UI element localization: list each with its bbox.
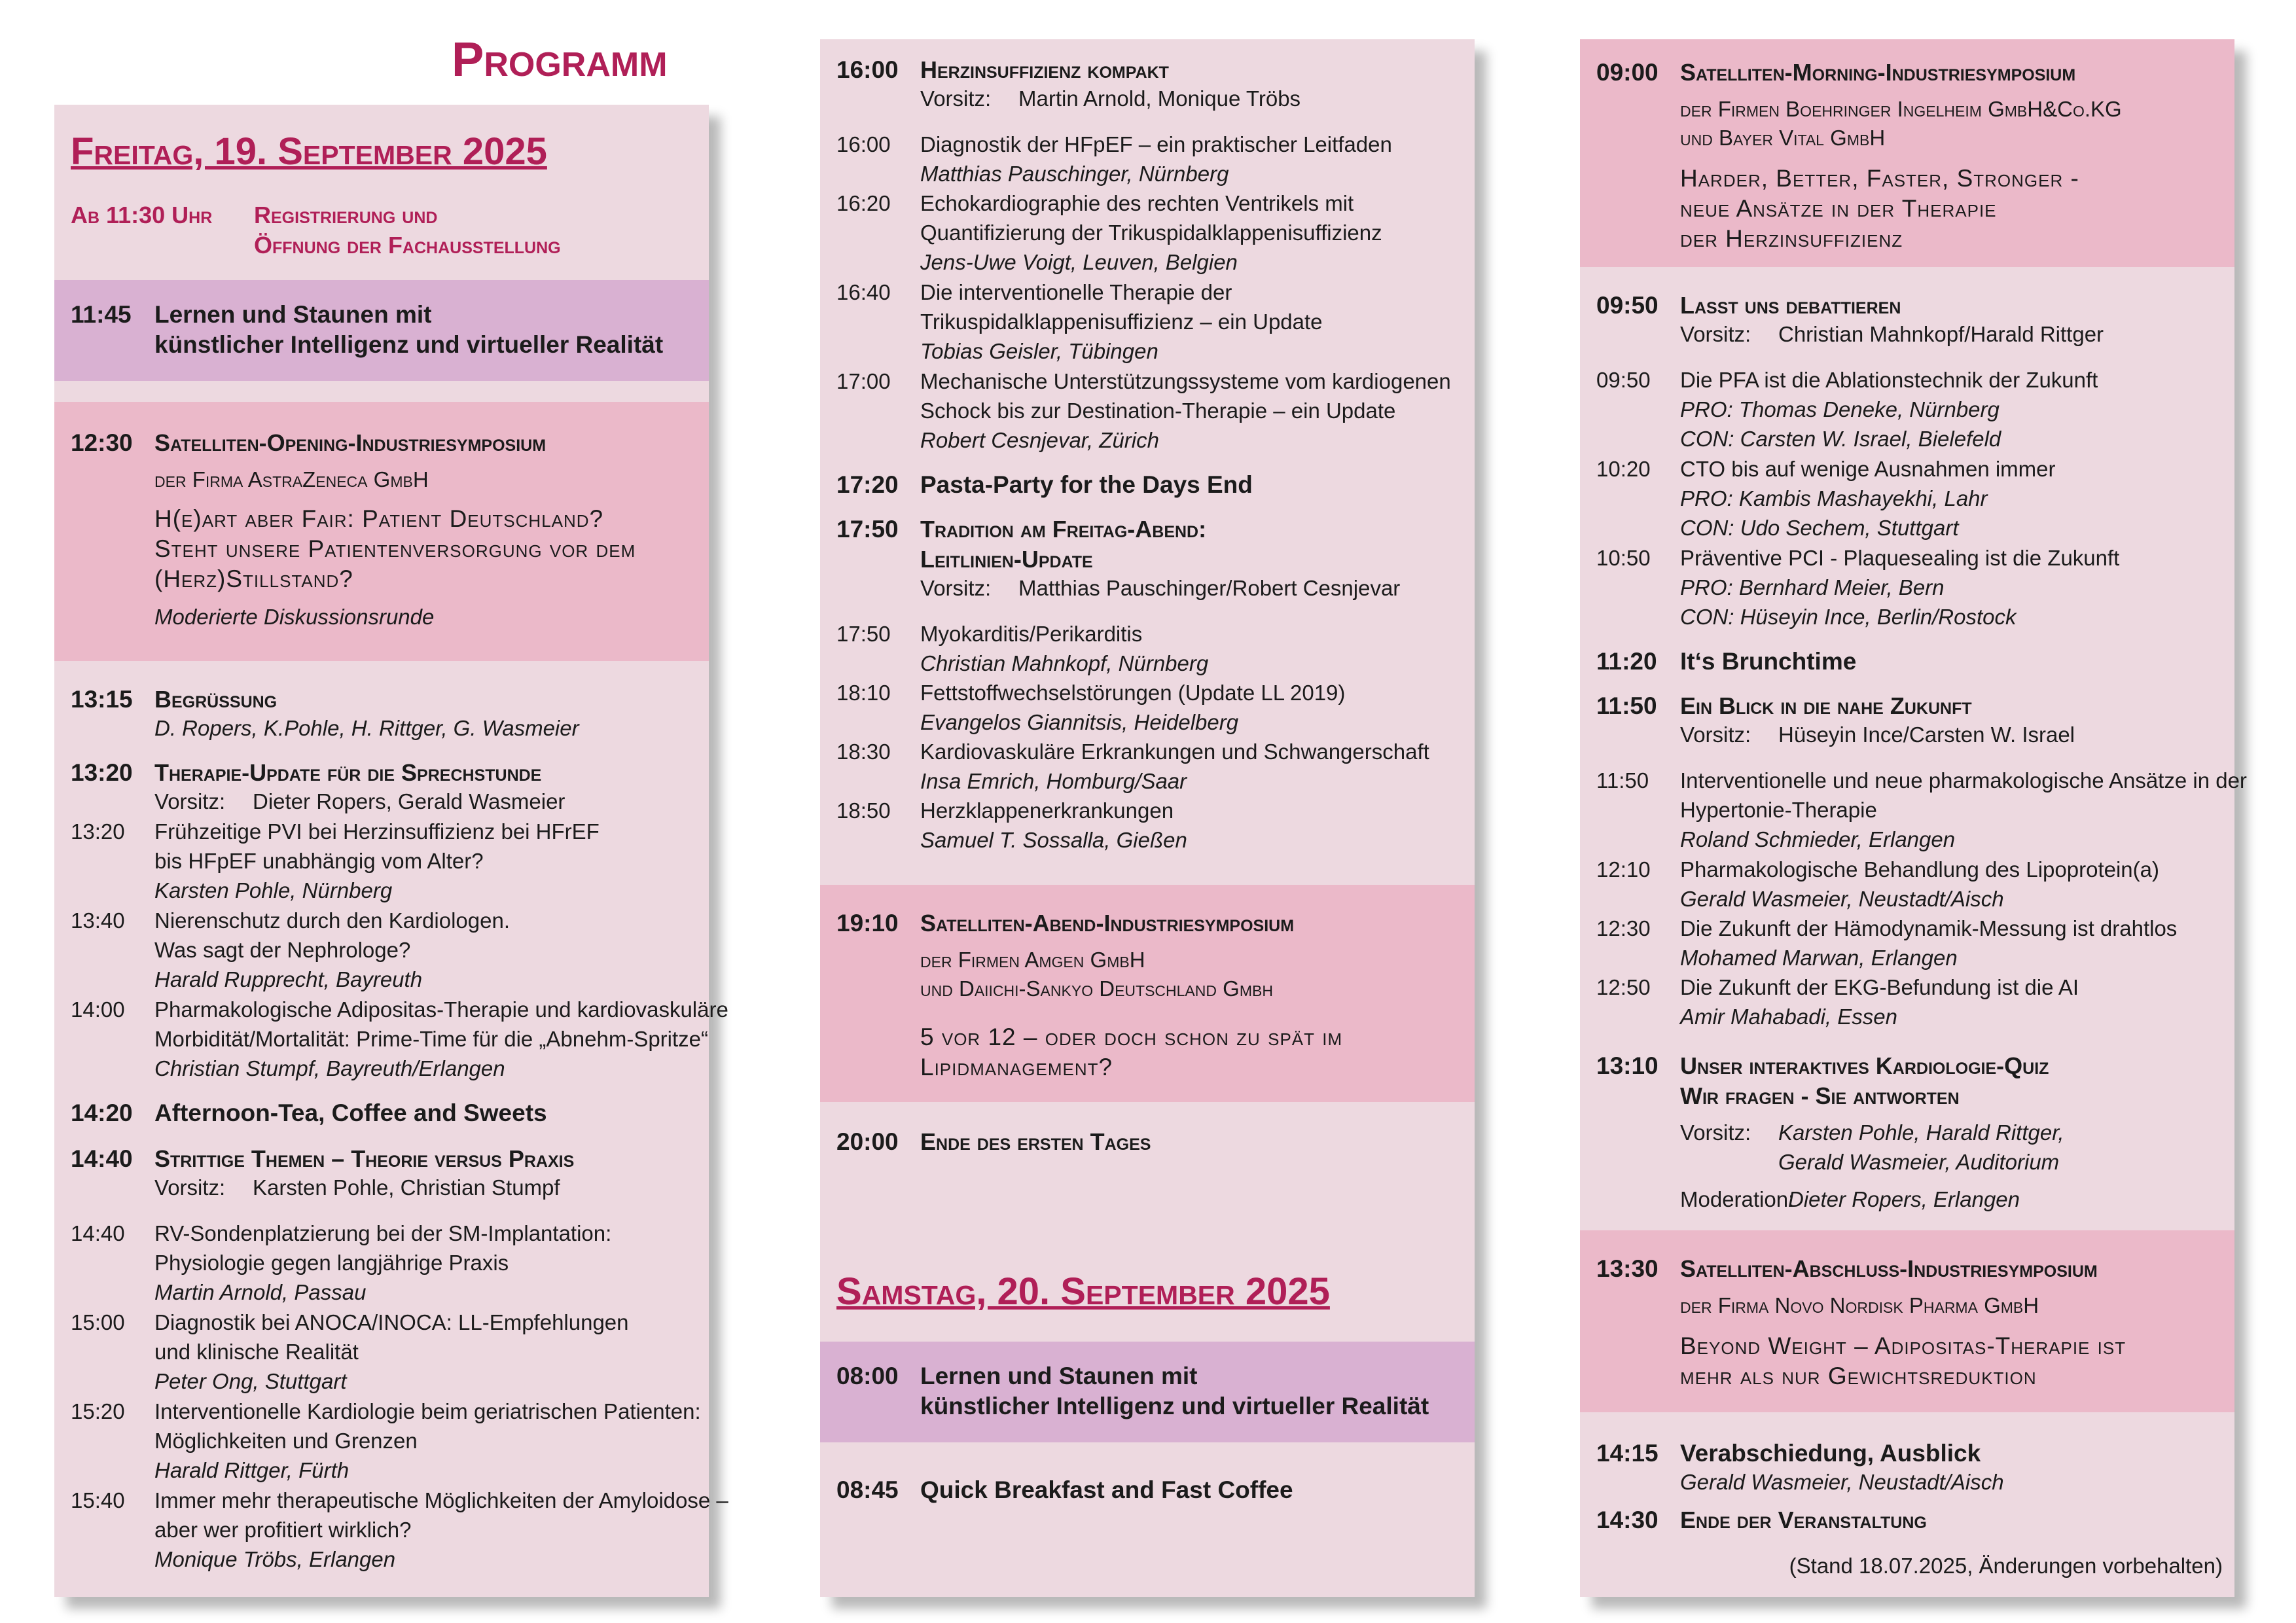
vorsitz-label: Vorsitz:: [920, 576, 992, 600]
session-title: künstlicher Intelligenz und virtueller Realität: [154, 331, 664, 358]
speaker: Insa Emrich, Homburg/Saar: [920, 769, 1187, 793]
talk-title: Mechanische Unterstützungssysteme vom kardiogenen: [920, 369, 1451, 393]
session-time: 09:50: [1596, 292, 1659, 319]
vorsitz-names: Dieter Ropers, Gerald Wasmeier: [253, 789, 565, 813]
talk-time: 16:00: [836, 132, 891, 156]
speaker: Mohamed Marwan, Erlangen: [1680, 946, 1958, 970]
session-title: Lasst uns debattieren: [1680, 292, 1901, 319]
session-title: Tradition am Freitag-Abend:: [920, 516, 1207, 543]
ki-session-band: [820, 1342, 1475, 1442]
session-time: 11:50: [1596, 692, 1657, 719]
talk-title: und klinische Realität: [154, 1340, 359, 1364]
session-title: Herzinsuffizienz kompakt: [920, 56, 1169, 83]
talk-title: Morbidität/Mortalität: Prime-Time für die „Abnehm-Spritze“: [154, 1027, 709, 1051]
satellite-closing-band: [1580, 1230, 2234, 1412]
satellite-morning-band: [1580, 39, 2234, 267]
speaker: Evangelos Giannitsis, Heidelberg: [920, 710, 1239, 734]
session-time: 13:10: [1596, 1052, 1659, 1079]
talk-title: Die Zukunft der EKG-Befundung ist die AI: [1680, 975, 2079, 999]
vorsitz-label: Vorsitz:: [920, 86, 992, 111]
pro-speaker: PRO: Bernhard Meier, Bern: [1680, 575, 1945, 599]
pro-speaker: PRO: Thomas Deneke, Nürnberg: [1680, 397, 2000, 421]
friday-column: [54, 105, 728, 1597]
session-time: 12:30: [71, 429, 133, 456]
speaker: Harald Rupprecht, Bayreuth: [154, 967, 423, 991]
session-time: 14:30: [1596, 1507, 1659, 1533]
stand-note: (Stand 18.07.2025, Änderungen vorbehalten): [1789, 1554, 2223, 1578]
speaker: Christian Stumpf, Bayreuth/Erlangen: [154, 1056, 505, 1080]
talk-time: 18:10: [836, 681, 891, 705]
talk-time: 09:50: [1596, 368, 1651, 392]
session-title: Satelliten-Abend-Industriesymposium: [920, 910, 1295, 936]
speaker: Gerald Wasmeier, Neustadt/Aisch: [1680, 1470, 2004, 1494]
talk-time: 14:00: [71, 997, 125, 1022]
registration-line2: Öffnung der Fachausstellung: [254, 232, 561, 259]
talk-time: 17:50: [836, 622, 891, 646]
talk-title: Nierenschutz durch den Kardiologen.: [154, 908, 511, 933]
vorsitz-label: Vorsitz:: [1680, 1120, 1751, 1145]
vorsitz-names: Gerald Wasmeier, Auditorium: [1778, 1150, 2060, 1174]
speaker: Robert Cesnjevar, Zürich: [920, 428, 1159, 452]
middle-column: [820, 39, 1475, 1597]
speaker: Martin Arnold, Passau: [154, 1280, 367, 1304]
speaker: Christian Mahnkopf, Nürnberg: [920, 651, 1209, 675]
speaker: Roland Schmieder, Erlangen: [1680, 827, 1956, 851]
session-title: Ein Blick in die nahe Zukunft: [1680, 692, 1972, 719]
talk-title: Harder, Better, Faster, Stronger -: [1680, 165, 2079, 192]
session-title: Unser interaktives Kardiologie-Quiz: [1680, 1052, 2049, 1079]
session-time: 17:20: [836, 471, 899, 498]
sponsor-firm: der Firma AstraZeneca GmbH: [154, 467, 429, 491]
session-title: Lernen und Staunen mit: [920, 1363, 1198, 1389]
talk-time: 10:50: [1596, 546, 1651, 570]
talk-title: Interventionelle Kardiologie beim geriatrischen Patienten:: [154, 1399, 701, 1423]
speaker: Samuel T. Sossalla, Gießen: [920, 828, 1187, 852]
talk-time: 16:20: [836, 191, 891, 215]
talk-title: CTO bis auf wenige Ausnahmen immer: [1680, 457, 2056, 481]
talk-title: Frühzeitige PVI bei Herzinsuffizienz bei HFrEF: [154, 819, 600, 844]
session-title: Therapie-Update für die Sprechstunde: [154, 759, 542, 786]
talk-title: Lipidmanagement?: [920, 1054, 1113, 1080]
speaker: Harald Rittger, Fürth: [154, 1458, 350, 1482]
speaker: Jens-Uwe Voigt, Leuven, Belgien: [920, 250, 1238, 274]
talk-title: Pharmakologische Adipositas-Therapie und kardiovaskuläre: [154, 997, 728, 1022]
talk-title: Myokarditis/Perikarditis: [920, 622, 1143, 646]
speakers: D. Ropers, K.Pohle, H. Rittger, G. Wasmeier: [154, 716, 579, 740]
talk-title: Herzklappenerkrankungen: [920, 798, 1174, 823]
talk-title: Die interventionelle Therapie der: [920, 280, 1232, 304]
vorsitz-names: Karsten Pohle, Christian Stumpf: [253, 1175, 560, 1200]
talk-time: 18:50: [836, 798, 891, 823]
talk-title: aber wer profitiert wirklich?: [154, 1518, 412, 1542]
talk-title: Physiologie gegen langjährige Praxis: [154, 1251, 509, 1275]
moderator: Dieter Ropers, Erlangen: [1788, 1187, 2020, 1211]
session-title: Wir fragen - Sie antworten: [1680, 1082, 1960, 1109]
session-title: Lernen und Staunen mit: [154, 301, 432, 328]
vorsitz-label: Vorsitz:: [154, 789, 226, 813]
session-time: 11:45: [71, 301, 132, 328]
session-time: 14:15: [1596, 1440, 1659, 1467]
talk-title: mehr als nur Gewichtsreduktion: [1680, 1363, 2037, 1389]
talk-time: 15:40: [71, 1488, 125, 1512]
talk-time: 16:40: [836, 280, 891, 304]
saturday-column: [1580, 39, 2247, 1597]
talk-time: 12:30: [1596, 916, 1651, 940]
ki-session-band: [54, 280, 709, 381]
session-time: 19:10: [836, 910, 899, 936]
vorsitz-label: Vorsitz:: [154, 1175, 226, 1200]
talk-time: 15:00: [71, 1310, 125, 1334]
session-title: Strittige Themen – Theorie versus Praxis: [154, 1145, 575, 1172]
vorsitz-names: Martin Arnold, Monique Tröbs: [1018, 86, 1301, 111]
talk-title: Was sagt der Nephrologe?: [154, 938, 411, 962]
session-time: 17:50: [836, 516, 899, 543]
session-time: 20:00: [836, 1128, 899, 1155]
session-time: 08:00: [836, 1363, 899, 1389]
speaker: Matthias Pauschinger, Nürnberg: [920, 162, 1229, 186]
page-title: Programm: [452, 32, 668, 86]
registration-line1: Registrierung und: [254, 202, 438, 228]
speaker: Monique Tröbs, Erlangen: [154, 1547, 396, 1571]
talk-title: Steht unsere Patientenversorgung vor dem: [154, 535, 636, 562]
talk-time: 18:30: [836, 740, 891, 764]
speaker: Tobias Geisler, Tübingen: [920, 339, 1158, 363]
session-title: Leitlinien-Update: [920, 546, 1093, 573]
talk-title: Echokardiographie des rechten Ventrikels mit: [920, 191, 1354, 215]
talk-title: Kardiovaskuläre Erkrankungen und Schwangerschaft: [920, 740, 1429, 764]
friday-heading: Freitag, 19. September 2025: [71, 130, 547, 173]
talk-time: 13:40: [71, 908, 125, 933]
talk-title: Schock bis zur Destination-Therapie – ein Update: [920, 399, 1396, 423]
talk-title: Die PFA ist die Ablationstechnik der Zukunft: [1680, 368, 2098, 392]
speaker: Amir Mahabadi, Essen: [1680, 1005, 1897, 1029]
session-title: Satelliten-Morning-Industriesymposium: [1680, 59, 2076, 86]
session-title: It‘s Brunchtime: [1680, 648, 1857, 675]
vorsitz-names: Karsten Pohle, Harald Rittger,: [1778, 1120, 2064, 1145]
pro-speaker: PRO: Kambis Mashayekhi, Lahr: [1680, 486, 1988, 510]
talk-title: Immer mehr therapeutische Möglichkeiten der Amyloidose –: [154, 1488, 728, 1512]
speaker: Karsten Pohle, Nürnberg: [154, 878, 393, 902]
talk-time: 15:20: [71, 1399, 125, 1423]
con-speaker: CON: Carsten W. Israel, Bielefeld: [1680, 427, 2001, 451]
talk-title: Trikuspidalklappenisuffizienz – ein Update: [920, 310, 1323, 334]
sponsor-firm: und Bayer Vital GmbH: [1680, 126, 1886, 150]
session-time: 13:20: [71, 759, 133, 786]
talk-title: Pharmakologische Behandlung des Lipoprotein(a): [1680, 857, 2159, 882]
session-title: Satelliten-Abschluss-Industriesymposium: [1680, 1255, 2098, 1282]
session-time: 13:15: [71, 686, 133, 713]
vorsitz-label: Vorsitz:: [1680, 322, 1751, 346]
talk-time: 14:40: [71, 1221, 125, 1245]
vorsitz-names: Hüseyin Ince/Carsten W. Israel: [1778, 722, 2075, 747]
talk-title: H(e)art aber Fair: Patient Deutschland?: [154, 505, 604, 532]
session-time: 14:40: [71, 1145, 133, 1172]
talk-time: 17:00: [836, 369, 891, 393]
talk-title: Hypertonie-Therapie: [1680, 798, 1877, 822]
session-title: Begrüssung: [154, 686, 278, 713]
session-title: Verabschiedung, Ausblick: [1680, 1440, 1981, 1467]
moderation-label: Moderation:: [1680, 1187, 1795, 1211]
satellite-opening-band: [54, 402, 709, 661]
talk-title: Präventive PCI - Plaquesealing ist die Zukunft: [1680, 546, 2120, 570]
talk-title: Die Zukunft der Hämodynamik-Messung ist drahtlos: [1680, 916, 2178, 940]
speaker: Peter Ong, Stuttgart: [154, 1369, 347, 1393]
talk-title: Interventionelle und neue pharmakologische Ansätze in der: [1680, 768, 2247, 793]
talk-time: 13:20: [71, 819, 125, 844]
con-speaker: CON: Udo Sechem, Stuttgart: [1680, 516, 1959, 540]
session-title: Ende der Veranstaltung: [1680, 1507, 1927, 1533]
talk-title: der Herzinsuffizienz: [1680, 225, 1903, 252]
talk-time: 10:20: [1596, 457, 1651, 481]
session-time: 11:20: [1596, 648, 1657, 675]
session-title: Ende des ersten Tages: [920, 1128, 1151, 1155]
talk-title: Beyond Weight – Adipositas-Therapie ist: [1680, 1332, 2126, 1359]
session-title: Pasta-Party for the Days End: [920, 471, 1253, 498]
talk-title: 5 vor 12 – oder doch schon zu spät im: [920, 1024, 1343, 1050]
vorsitz-names: Matthias Pauschinger/Robert Cesnjevar: [1018, 576, 1401, 600]
sponsor-firm: der Firmen Amgen GmbH: [920, 948, 1145, 972]
session-title: künstlicher Intelligenz und virtueller Realität: [920, 1393, 1429, 1419]
sponsor-firm: und Daiichi-Sankyo Deutschland Gmbh: [920, 976, 1273, 1001]
format-note: Moderierte Diskussionsrunde: [154, 605, 435, 629]
session-time: 08:45: [836, 1476, 899, 1503]
talk-title: Diagnostik bei ANOCA/INOCA: LL-Empfehlungen: [154, 1310, 629, 1334]
talk-time: 11:50: [1596, 768, 1649, 793]
session-title: Quick Breakfast and Fast Coffee: [920, 1476, 1293, 1503]
satellite-evening-band: [820, 885, 1475, 1102]
talk-title: Quantifizierung der Trikuspidalklappenisuffizienz: [920, 221, 1382, 245]
talk-title: Fettstoffwechselstörungen (Update LL 2019): [920, 681, 1346, 705]
sponsor-firm: der Firma Novo Nordisk Pharma GmbH: [1680, 1293, 2039, 1317]
talk-title: bis HFpEF unabhängig vom Alter?: [154, 849, 484, 873]
session-time: 14:20: [71, 1099, 133, 1126]
sponsor-firm: der Firmen Boehringer Ingelheim GmbH&Co.KG: [1680, 97, 2122, 121]
talk-time: 12:10: [1596, 857, 1651, 882]
talk-title: Diagnostik der HFpEF – ein praktischer Leitfaden: [920, 132, 1392, 156]
session-time: 16:00: [836, 56, 899, 83]
talk-title: RV-Sondenplatzierung bei der SM-Implantation:: [154, 1221, 612, 1245]
saturday-heading: Samstag, 20. September 2025: [836, 1270, 1330, 1313]
session-time: 09:00: [1596, 59, 1659, 86]
talk-time: 12:50: [1596, 975, 1651, 999]
con-speaker: CON: Hüseyin Ince, Berlin/Rostock: [1680, 605, 2017, 629]
vorsitz-names: Christian Mahnkopf/Harald Rittger: [1778, 322, 2104, 346]
speaker: Gerald Wasmeier, Neustadt/Aisch: [1680, 887, 2004, 911]
talk-title: neue Ansätze in der Therapie: [1680, 195, 1997, 222]
talk-title: Möglichkeiten und Grenzen: [154, 1429, 418, 1453]
session-time: 13:30: [1596, 1255, 1659, 1282]
vorsitz-label: Vorsitz:: [1680, 722, 1751, 747]
talk-title: (Herz)Stillstand?: [154, 565, 353, 592]
session-title: Afternoon-Tea, Coffee and Sweets: [154, 1099, 547, 1126]
registration-time: Ab 11:30 Uhr: [71, 202, 213, 228]
session-title: Satelliten-Opening-Industriesymposium: [154, 429, 547, 456]
